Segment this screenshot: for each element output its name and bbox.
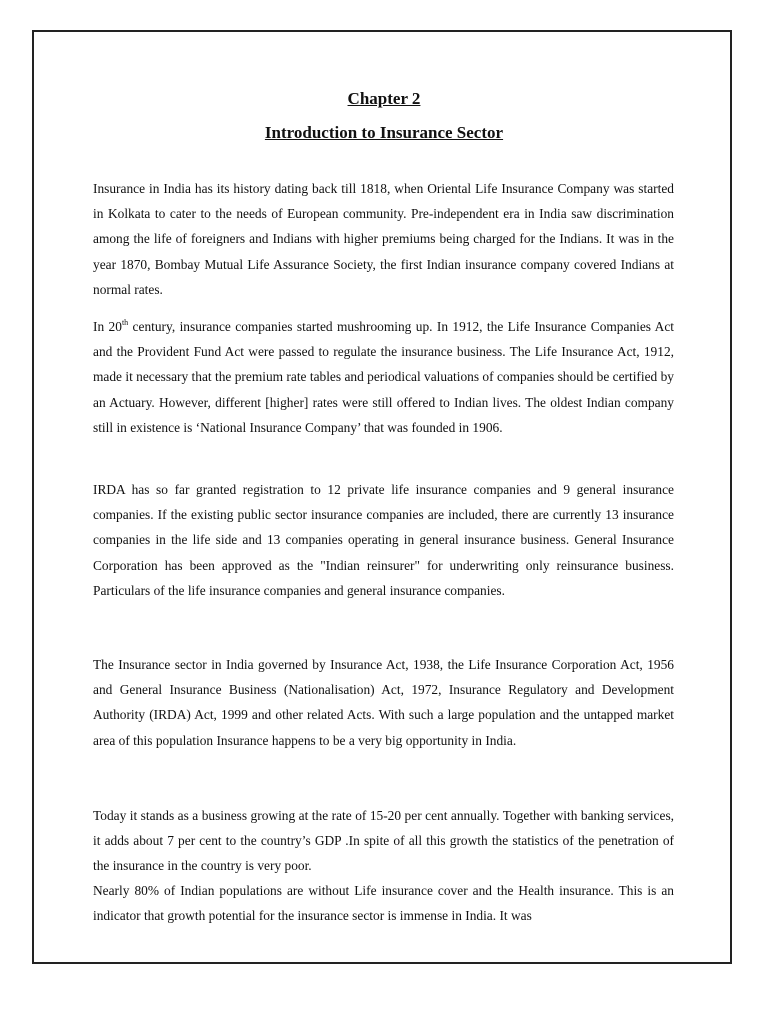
- section-title: Introduction to Insurance Sector: [264, 123, 504, 142]
- paragraph-growth: Today it stands as a business growing at the rate of 15-20 per cent annually. Together with banking services, it adds about 7 per cent to the country’s GDP .In spite of all this growth the statistics of the penetration of the insurance in the country is very poor.: [93, 808, 674, 874]
- p2-rest-text: century, insurance companies started mushrooming up. In 1912, the Life Insurance Companies Act and the Provident Fund Act were passed to regulate the insurance business. The Life Insurance Act, 1912, made it necessary that the premium rate tables and periodical valuations of companies should be certified by an Actuary. However, different [higher] rates were still offered to Indian lives. The oldest Indian company still in existence is ‘National Insurance Company’ that was founded in 1906.: [93, 319, 674, 435]
- paragraph-irda: IRDA has so far granted registration to 12 private life insurance companies and 9 general insurance companies. If the existing public sector insurance companies are included, there are currently 13 insurance companies in the life side and 13 companies operating in general insurance business. General Insurance Corporation has been approved as the "Indian reinsurer" for underwriting only reinsurance business. Particulars of the life insurance companies and general insurance companies.: [93, 482, 674, 598]
- paragraph-20th-century: [93, 314, 674, 440]
- paragraph-history: Insurance in India has its history dating back till 1818, when Oriental Life Insurance Company was started in Kolkata to cater to the needs of European community. Pre-independent era in India saw discrimination among the life of foreigners and Indians with higher premiums being charged for the Indians. It was in the year 1870, Bombay Mutual Life Assurance Society, the first Indian insurance company covered Indians at normal rates.: [93, 181, 674, 297]
- paragraph-coverage: Nearly 80% of Indian populations are without Life insurance cover and the Health insurance. This is an indicator that growth potential for the insurance sector is immense in India. It was: [93, 883, 674, 924]
- p2-superscript: th: [121, 318, 129, 327]
- paragraph-regulation: The Insurance sector in India governed by Insurance Act, 1938, the Life Insurance Corporation Act, 1956 and General Insurance Business (Nationalisation) Act, 1972, Insurance Regulatory and Development Authority (IRDA) Act, 1999 and other related Acts. With such a large population and the untapped market area of this population Insurance happens to be a very big opportunity in India.: [93, 657, 674, 748]
- p2-start-text: In 20: [93, 319, 122, 334]
- chapter-heading: Chapter 2: [347, 89, 421, 108]
